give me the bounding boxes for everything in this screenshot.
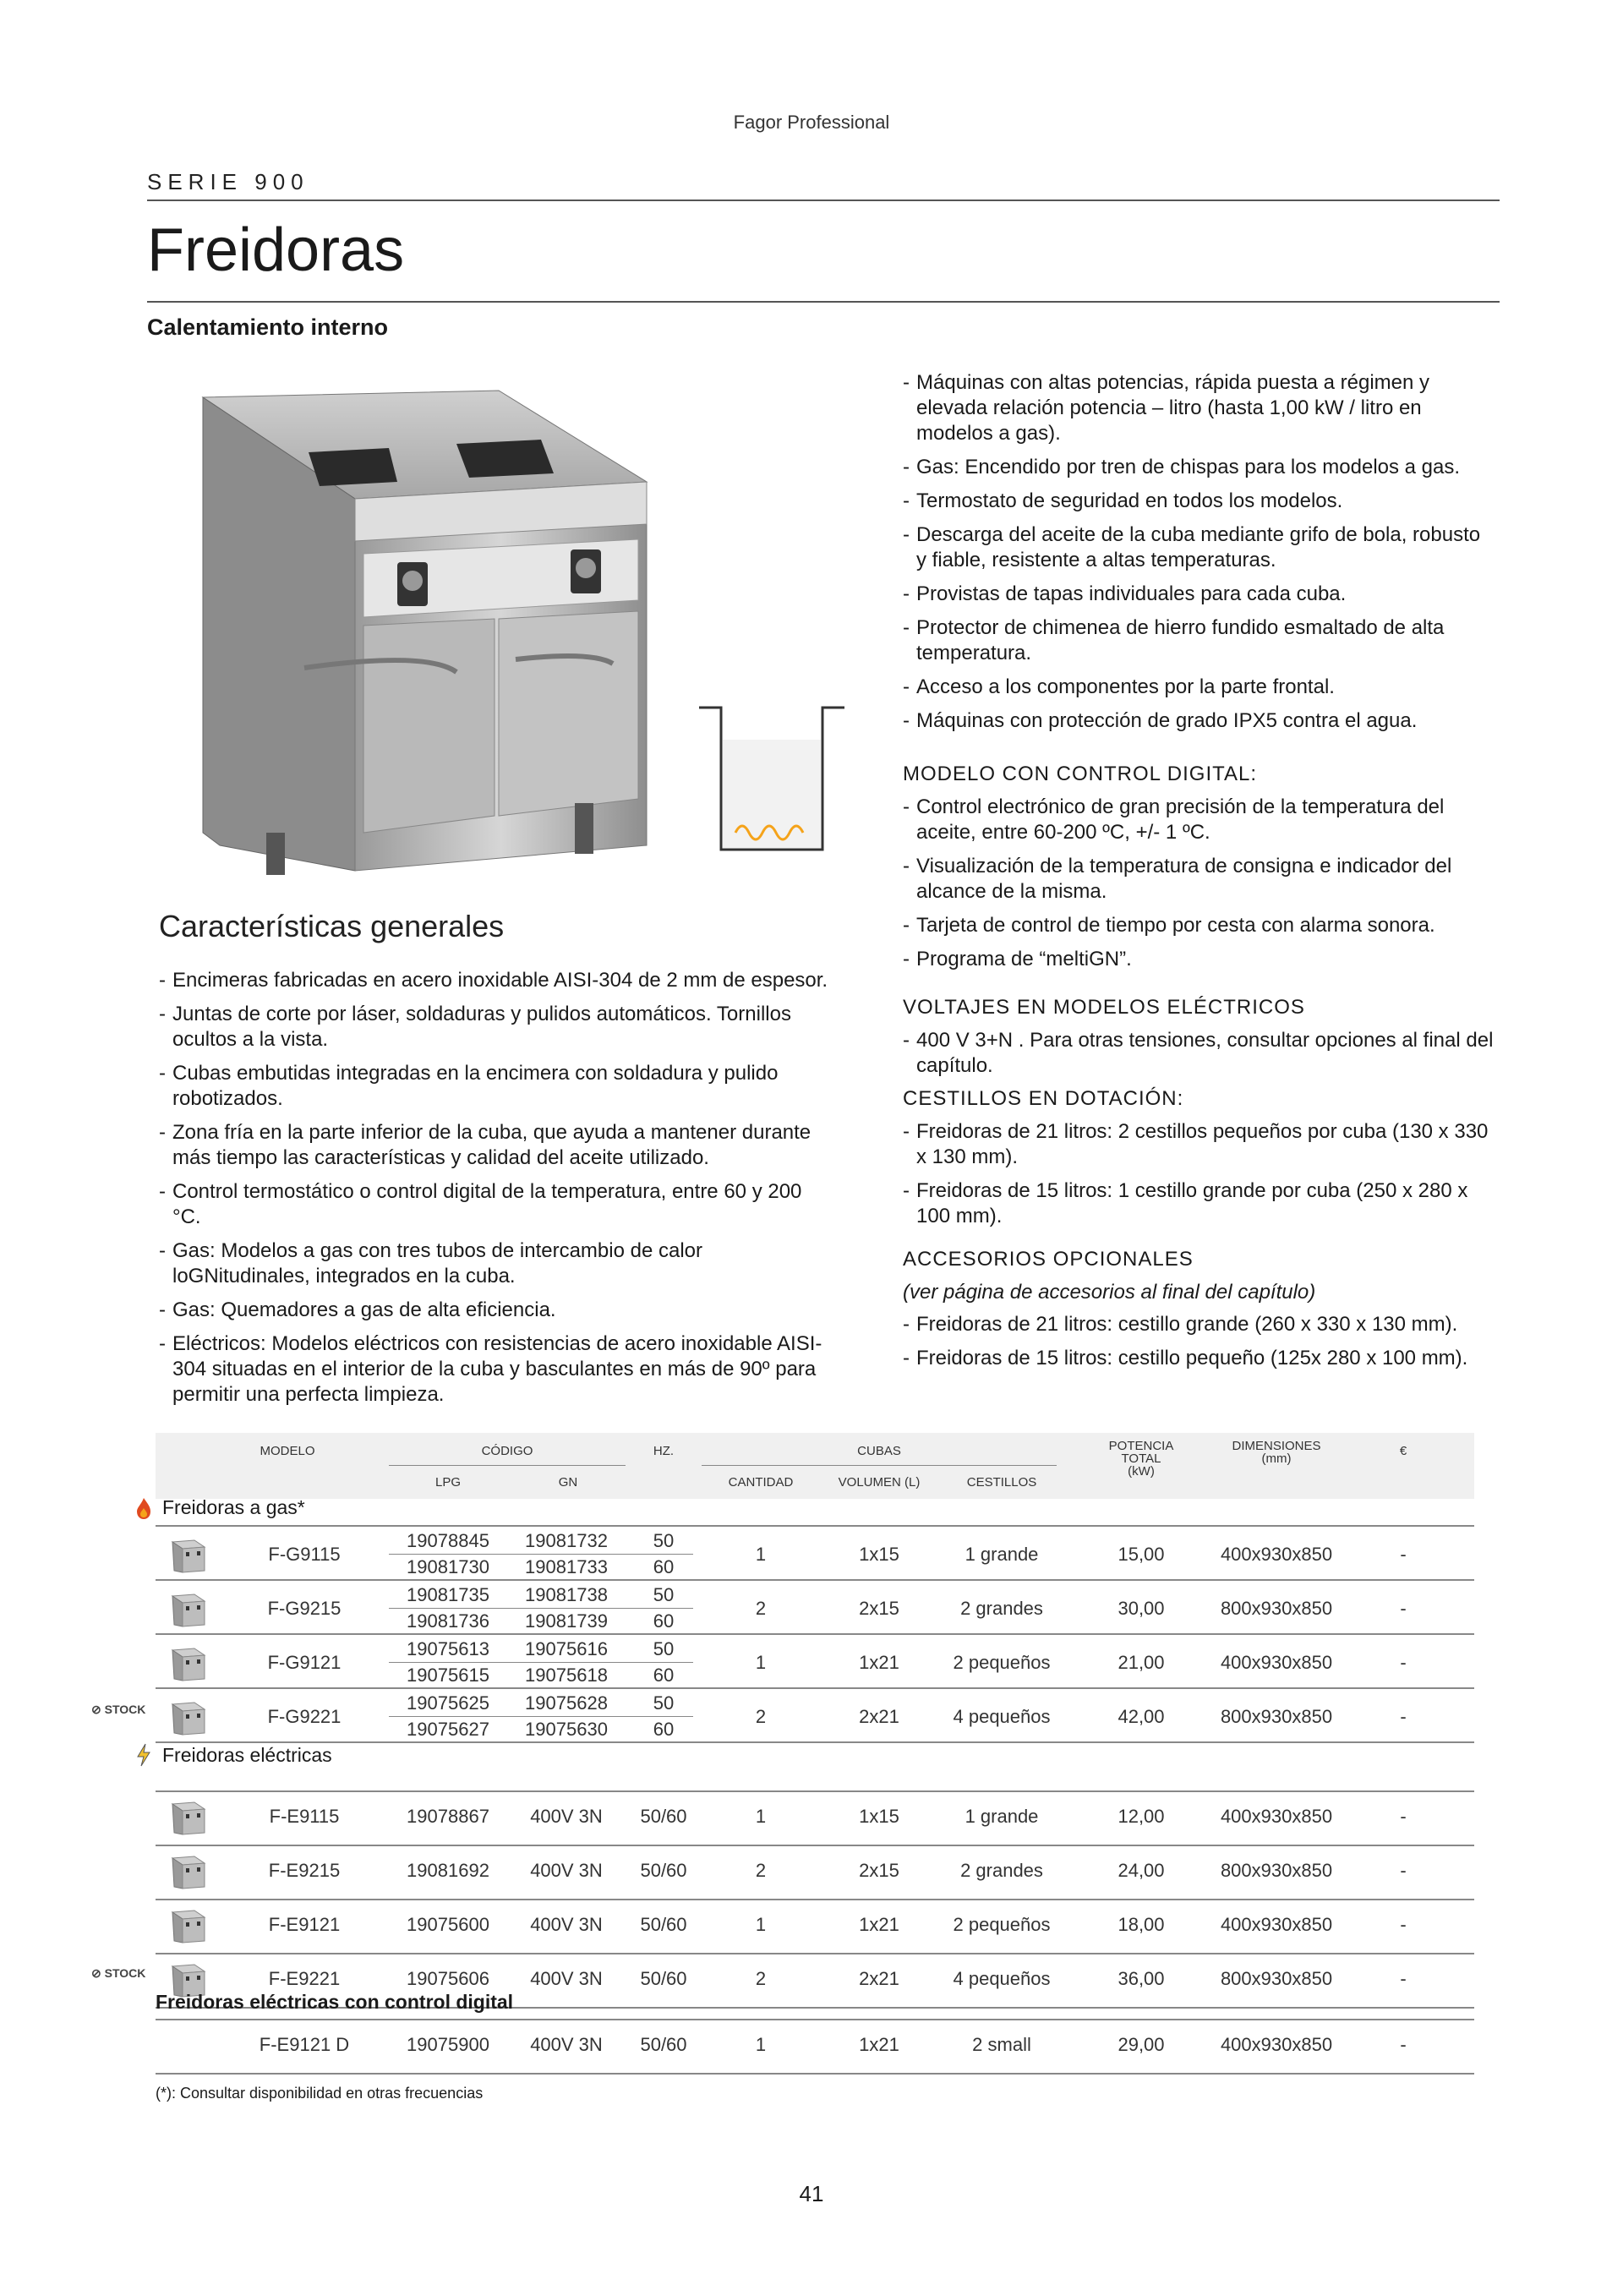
code-cell: 19075606 [407, 1968, 489, 1989]
accesorios-bullets [903, 1312, 1495, 1371]
dimensiones-cell: 400x930x850 [1220, 2034, 1333, 2055]
voltage-cell: 400V 3N [530, 1806, 603, 1827]
precio-cell: - [1400, 1968, 1407, 1989]
code-cell: 19075600 [407, 1914, 489, 1935]
intro-bullet: - Protector de chimenea de hierro fundido esmaltado de alta temperatura. [903, 615, 1495, 666]
accesorios-bullet: - Freidoras de 15 litros: cestillo pequeño (125x 280 x 100 mm). [903, 1346, 1495, 1371]
potencia-cell: 36,00 [1118, 1968, 1165, 1989]
fryer-thumbnail-icon [169, 1905, 208, 1944]
hz-cell: 60 [653, 1556, 675, 1577]
code-split-line [389, 1608, 693, 1609]
intro-bullet: - Provistas de tapas individuales para cada cuba. [903, 582, 1495, 607]
gn-code-cell: 19075630 [525, 1719, 608, 1740]
model-cell: F-E9215 [268, 1860, 341, 1881]
potencia-cell: 21,00 [1118, 1652, 1165, 1673]
potencia-cell: 15,00 [1118, 1544, 1165, 1565]
potencia-unit: (kW) [1128, 1464, 1155, 1479]
fryer-thumbnail-icon [169, 1697, 208, 1736]
potencia-cell: 30,00 [1118, 1598, 1165, 1619]
cantidad-cell: 2 [755, 1706, 767, 1727]
col-cestillos: CESTILLOS [966, 1475, 1037, 1490]
lightning-icon [135, 1743, 152, 1767]
volumen-cell: 2x15 [859, 1860, 899, 1881]
cantidad-cell: 2 [755, 1860, 767, 1881]
model-cell: F-E9121 D [259, 2034, 350, 2055]
table-row-divider [156, 1687, 1474, 1689]
table-row-divider [156, 1633, 1474, 1635]
caracteristica-bullet: - Gas: Modelos a gas con tres tubos de intercambio de calor loGNitudinales, integrados en la cuba. [159, 1238, 835, 1289]
cantidad-cell: 1 [755, 1806, 767, 1827]
hz-cell: 60 [653, 1610, 675, 1632]
dimensiones-cell: 400x930x850 [1220, 1652, 1333, 1673]
dimensiones-cell: 400x930x850 [1220, 1806, 1333, 1827]
dimensiones-cell: 400x930x850 [1220, 1544, 1333, 1565]
volumen-cell: 2x15 [859, 1598, 899, 1619]
hz-cell: 60 [653, 1665, 675, 1686]
cantidad-cell: 1 [755, 1914, 767, 1935]
stock-label: STOCK [104, 1966, 146, 1980]
table-row-divider [156, 1899, 1474, 1900]
table-row-divider [156, 2019, 1474, 2020]
precio-cell: - [1400, 1652, 1407, 1673]
gn-code-cell: 19075616 [525, 1638, 608, 1659]
potencia-cell: 42,00 [1118, 1706, 1165, 1727]
col-cantidad: CANTIDAD [728, 1475, 794, 1490]
hz-cell: 50 [653, 1638, 675, 1659]
voltajes-section-title: VOLTAJES EN MODELOS ELÉCTRICOS [903, 996, 1305, 1019]
dimensiones-cell: 800x930x850 [1220, 1968, 1333, 1989]
stock-label: STOCK [104, 1703, 146, 1716]
accesorios-note: (ver página de accesorios al final del capítulo) [903, 1281, 1316, 1304]
cantidad-cell: 1 [755, 1544, 767, 1565]
code-cell: 19075900 [407, 2034, 489, 2055]
gn-code-cell: 19081738 [525, 1584, 608, 1605]
gas-category-title: Freidoras a gas* [162, 1496, 305, 1518]
col-gn: GN [558, 1475, 578, 1490]
cestillos-bullet: - Freidoras de 15 litros: 1 cestillo grande por cuba (250 x 280 x 100 mm). [903, 1178, 1495, 1229]
potencia-cell: 24,00 [1118, 1860, 1165, 1881]
hz-cell: 50 [653, 1584, 675, 1605]
volumen-cell: 1x15 [859, 1806, 899, 1827]
model-cell: F-G9221 [267, 1706, 342, 1727]
cestillos-cell: 4 pequeños [953, 1706, 1051, 1727]
hz-cell: 50/60 [640, 1860, 687, 1881]
gn-code-cell: 19075618 [525, 1665, 608, 1686]
dimensiones-cell: 800x930x850 [1220, 1598, 1333, 1619]
precio-cell: - [1400, 1706, 1407, 1727]
digital-category-title: Freidoras eléctricas con control digital [156, 1991, 514, 2013]
cestillos-cell: 1 grande [965, 1544, 1039, 1565]
voltage-cell: 400V 3N [530, 1968, 603, 1989]
potencia-cell: 29,00 [1118, 2034, 1165, 2055]
hz-cell: 50/60 [640, 1806, 687, 1827]
intro-bullet: - Termostato de seguridad en todos los modelos. [903, 489, 1495, 514]
intro-bullet: - Máquinas con protección de grado IPX5 contra el agua. [903, 708, 1495, 734]
volumen-cell: 1x15 [859, 1544, 899, 1565]
code-cell: 19078867 [407, 1806, 489, 1827]
cantidad-cell: 1 [755, 2034, 767, 2055]
digital-bullet: - Tarjeta de control de tiempo por cesta con alarma sonora. [903, 913, 1495, 938]
accesorios-bullet: - Freidoras de 21 litros: cestillo grande (260 x 330 x 130 mm). [903, 1312, 1495, 1337]
hz-cell: 50 [653, 1692, 675, 1714]
stock-check-icon: ⊘ [91, 1703, 105, 1716]
cantidad-cell: 2 [755, 1598, 767, 1619]
table-row-divider [156, 1579, 1474, 1581]
intro-bullet: - Acceso a los componentes por la parte frontal. [903, 675, 1495, 700]
codigo-underline [389, 1465, 626, 1466]
dimensiones-unit: (mm) [1261, 1451, 1292, 1466]
hz-cell: 50 [653, 1530, 675, 1551]
fryer-thumbnail-icon [169, 1589, 208, 1628]
table-row-divider [156, 1741, 1474, 1743]
code-split-line [389, 1662, 693, 1663]
lpg-code-cell: 19081730 [407, 1556, 489, 1577]
lpg-code-cell: 19075615 [407, 1665, 489, 1686]
cantidad-cell: 2 [755, 1968, 767, 1989]
stock-check-icon: ⊘ [91, 1966, 105, 1980]
col-potencia [1095, 1440, 1188, 1478]
cantidad-cell: 1 [755, 1652, 767, 1673]
stock-badge [91, 1703, 145, 1717]
hz-cell: 50/60 [640, 1968, 687, 1989]
precio-cell: - [1400, 1806, 1407, 1827]
caracteristica-bullet: - Encimeras fabricadas en acero inoxidable AISI-304 de 2 mm de espesor. [159, 968, 835, 993]
table-row-divider [156, 1525, 1474, 1527]
lpg-code-cell: 19075613 [407, 1638, 489, 1659]
table-row-divider [156, 1790, 1474, 1792]
cestillos-cell: 2 pequeños [953, 1914, 1051, 1935]
code-cell: 19081692 [407, 1860, 489, 1881]
precio-cell: - [1400, 1914, 1407, 1935]
accesorios-section-title: ACCESORIOS OPCIONALES [903, 1248, 1194, 1271]
gn-code-cell: 19075628 [525, 1692, 608, 1714]
table-row-divider [156, 2073, 1474, 2075]
code-split-line [389, 1716, 693, 1717]
volumen-cell: 1x21 [859, 1652, 899, 1673]
model-cell: F-G9215 [267, 1598, 342, 1619]
precio-cell: - [1400, 2034, 1407, 2055]
stock-badge [91, 1966, 145, 1981]
cestillos-cell: 2 grandes [960, 1860, 1043, 1881]
digital-bullet: - Control electrónico de gran precisión de la temperatura del aceite, entre 60-200 ºC, +/- 1 ºC. [903, 795, 1495, 845]
caracteristica-bullet: - Cubas embutidas integradas en la encimera con soldadura y pulido robotizados. [159, 1061, 835, 1112]
hz-cell: 60 [653, 1719, 675, 1740]
col-cubas: CUBAS [857, 1444, 901, 1458]
caracteristica-bullet: - Control termostático o control digital de la temperatura, entre 60 y 200 °C. [159, 1179, 835, 1230]
volumen-cell: 2x21 [859, 1706, 899, 1727]
potencia-cell: 12,00 [1118, 1806, 1165, 1827]
gn-code-cell: 19081739 [525, 1610, 608, 1632]
dimensiones-label: DIMENSIONES [1232, 1439, 1321, 1453]
voltajes-bullet: - 400 V 3+N . Para otras tensiones, consultar opciones al final del capítulo. [903, 1028, 1495, 1079]
cubas-underline [702, 1465, 1057, 1466]
intro-bullets [903, 370, 1495, 734]
voltajes-bullets [903, 1028, 1495, 1079]
series-label: SERIE 900 [147, 169, 309, 194]
col-dimensiones [1213, 1440, 1340, 1465]
lpg-code-cell: 19078845 [407, 1530, 489, 1551]
fryer-thumbnail-icon [169, 1851, 208, 1890]
page-title: Freidoras [147, 216, 405, 284]
cestillos-cell: 1 grande [965, 1806, 1039, 1827]
caracteristica-bullet: - Juntas de corte por láser, soldaduras y pulidos automáticos. Tornillos ocultos a la vista. [159, 1002, 835, 1052]
page-subtitle: Calentamiento interno [147, 314, 389, 340]
model-cell: F-E9121 [268, 1914, 341, 1935]
potencia-total-label: TOTAL [1121, 1451, 1161, 1466]
cestillos-section-title: CESTILLOS EN DOTACIÓN: [903, 1087, 1184, 1110]
lpg-code-cell: 19075627 [407, 1719, 489, 1740]
voltage-cell: 400V 3N [530, 2034, 603, 2055]
caracteristica-bullet: - Eléctricos: Modelos eléctricos con resistencias de acero inoxidable AISI-304 situadas en el interior de la cuba y basculantes en más de 90º para permitir una perfecta limpieza. [159, 1331, 835, 1408]
intro-bullet: - Máquinas con altas potencias, rápida puesta a régimen y elevada relación potencia – litro (hasta 1,00 kW / litro en modelos a gas). [903, 370, 1495, 446]
cestillos-cell: 2 grandes [960, 1598, 1043, 1619]
right-column [903, 370, 1495, 1380]
precio-cell: - [1400, 1598, 1407, 1619]
precio-cell: - [1400, 1544, 1407, 1565]
intro-bullet: - Gas: Encendido por tren de chispas para los modelos a gas. [903, 455, 1495, 480]
volumen-cell: 1x21 [859, 2034, 899, 2055]
gn-code-cell: 19081733 [525, 1556, 608, 1577]
lpg-code-cell: 19081736 [407, 1610, 489, 1632]
fryer-product-image [186, 372, 676, 879]
cestillos-cell: 4 pequeños [953, 1968, 1051, 1989]
page-number: 41 [799, 2181, 824, 2206]
fryer-thumbnail-icon [169, 1797, 208, 1836]
digital-section-title: MODELO CON CONTROL DIGITAL: [903, 763, 1258, 785]
gn-code-cell: 19081732 [525, 1530, 608, 1551]
cestillos-cell: 2 pequeños [953, 1652, 1051, 1673]
digital-bullet: - Visualización de la temperatura de consigna e indicador del alcance de la misma. [903, 854, 1495, 905]
model-cell: F-G9115 [268, 1544, 341, 1565]
caracteristicas-list [159, 968, 835, 1416]
cestillos-cell: 2 small [972, 2034, 1031, 2055]
hz-cell: 50/60 [640, 1914, 687, 1935]
voltage-cell: 400V 3N [530, 1914, 603, 1935]
col-lpg: LPG [434, 1475, 461, 1490]
brand-header: Fagor Professional [733, 112, 890, 133]
caracteristicas-title: Características generales [159, 909, 505, 943]
potencia-cell: 18,00 [1118, 1914, 1165, 1935]
hz-cell: 50/60 [640, 2034, 687, 2055]
col-hz: HZ. [653, 1444, 675, 1458]
col-precio: € [1399, 1444, 1407, 1458]
cestillos-bullet: - Freidoras de 21 litros: 2 cestillos pequeños por cuba (130 x 330 x 130 mm). [903, 1119, 1495, 1170]
model-cell: F-E9221 [268, 1968, 341, 1989]
digital-bullet: - Programa de “meltiGN”. [903, 947, 1495, 972]
volumen-cell: 1x21 [859, 1914, 899, 1935]
dimensiones-cell: 400x930x850 [1220, 1914, 1333, 1935]
potencia-label: POTENCIA [1108, 1439, 1174, 1453]
volumen-cell: 2x21 [859, 1968, 899, 1989]
caracteristica-bullet: - Zona fría en la parte inferior de la cuba, que ayuda a mantener durante más tiempo las características y calidad del aceite utilizado. [159, 1120, 835, 1171]
footnote: (*): Consultar disponibilidad en otras frecuencias [156, 2085, 484, 2102]
col-codigo: CÓDIGO [481, 1444, 533, 1458]
title-divider [147, 301, 1500, 303]
code-split-line [389, 1554, 693, 1555]
model-cell: F-E9115 [269, 1806, 340, 1827]
precio-cell: - [1400, 1860, 1407, 1881]
voltage-cell: 400V 3N [530, 1860, 603, 1881]
intro-bullet: - Descarga del aceite de la cuba mediante grifo de bola, robusto y fiable, resistente a altas temperaturas. [903, 522, 1495, 573]
table-row-divider [156, 1953, 1474, 1954]
table-row-divider [156, 1845, 1474, 1846]
elec-category-title: Freidoras eléctricas [162, 1744, 332, 1766]
dimensiones-cell: 800x930x850 [1220, 1860, 1333, 1881]
fryer-thumbnail-icon [169, 1643, 208, 1682]
lpg-code-cell: 19081735 [407, 1584, 489, 1605]
top-divider [147, 200, 1500, 201]
model-cell: F-G9121 [267, 1652, 342, 1673]
dimensiones-cell: 800x930x850 [1220, 1706, 1333, 1727]
cestillos-bullets [903, 1119, 1495, 1229]
lpg-code-cell: 19075625 [407, 1692, 489, 1714]
fryer-tank-icon [697, 706, 866, 858]
col-volumen: VOLUMEN (L) [838, 1475, 921, 1490]
caracteristica-bullet: - Gas: Quemadores a gas de alta eficiencia. [159, 1298, 835, 1323]
col-modelo: MODELO [260, 1444, 315, 1458]
digital-bullets [903, 795, 1495, 972]
flame-icon [135, 1496, 152, 1520]
fryer-thumbnail-icon [169, 1535, 208, 1574]
